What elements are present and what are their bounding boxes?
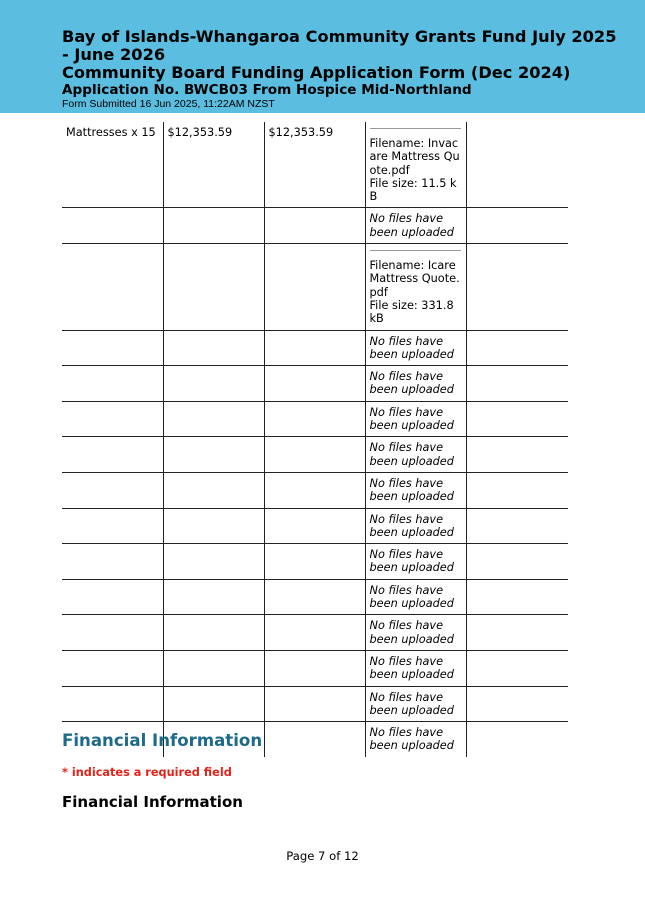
cell-cost [163, 472, 264, 508]
cell-cost [163, 330, 264, 366]
subsection-title: Financial Information [62, 793, 243, 811]
attachment-divider [370, 250, 461, 251]
page-header [0, 0, 645, 113]
no-files-message: No files have been uploaded [365, 686, 466, 722]
cell-blank [466, 472, 568, 508]
cell-amount [264, 366, 365, 402]
table-row [62, 366, 568, 402]
cell-item [62, 208, 163, 244]
cell-amount [264, 722, 365, 757]
table-row [62, 244, 568, 330]
cell-cost [163, 401, 264, 437]
cell-item [62, 401, 163, 437]
cell-amount [264, 208, 365, 244]
table-row [62, 544, 568, 580]
cell-cost [163, 508, 264, 544]
cell-attachment [365, 122, 466, 208]
table-row [62, 615, 568, 651]
cell-cost [163, 579, 264, 615]
required-field-note: * indicates a required field [62, 766, 232, 779]
cell-amount [264, 330, 365, 366]
cell-item [62, 650, 163, 686]
no-files-message: No files have been uploaded [365, 437, 466, 473]
table-row [62, 122, 568, 208]
cell-item [62, 472, 163, 508]
cell-item [62, 437, 163, 473]
cell-item [62, 686, 163, 722]
cell-attachment [365, 244, 466, 330]
cell-blank [466, 579, 568, 615]
cell-cost [163, 437, 264, 473]
no-files-message: No files have been uploaded [365, 208, 466, 244]
table-row [62, 208, 568, 244]
page-number: Page 7 of 12 [286, 849, 359, 863]
table-row [62, 401, 568, 437]
attachment-filesize: File size: 331.8 kB [369, 298, 454, 326]
no-files-message: No files have been uploaded [365, 722, 466, 757]
attachment-filename[interactable]: Filename: Icare Mattress Quote.pdf [369, 259, 460, 299]
cell-amount [264, 401, 365, 437]
cell-amount [264, 650, 365, 686]
table-row [62, 508, 568, 544]
fund-title: Bay of Islands-Whangaroa Community Grants Fund July 2025 - June 2026 [62, 27, 617, 64]
cell-blank [466, 615, 568, 651]
no-files-message: No files have been uploaded [365, 615, 466, 651]
table-row [62, 330, 568, 366]
cell-blank [466, 437, 568, 473]
table-row [62, 437, 568, 473]
no-files-message: No files have been uploaded [365, 366, 466, 402]
cell-cost [163, 366, 264, 402]
cell-blank [466, 244, 568, 330]
table-row [62, 650, 568, 686]
no-files-message: No files have been uploaded [365, 401, 466, 437]
cell-cost [163, 650, 264, 686]
cell-item [62, 544, 163, 580]
cell-amount: $12,353.59 [264, 122, 365, 208]
cell-amount [264, 508, 365, 544]
cell-cost [163, 615, 264, 651]
cell-item [62, 615, 163, 651]
no-files-message: No files have been uploaded [365, 472, 466, 508]
cell-blank [466, 722, 568, 757]
cell-amount [264, 579, 365, 615]
cell-blank [466, 366, 568, 402]
cell-amount [264, 615, 365, 651]
cell-cost [163, 686, 264, 722]
cell-blank [466, 208, 568, 244]
cell-blank [466, 401, 568, 437]
cell-amount [264, 244, 365, 330]
cell-item [62, 366, 163, 402]
budget-items-table [62, 122, 568, 757]
submission-timestamp: Form Submitted 16 Jun 2025, 11:22AM NZST [62, 98, 275, 110]
attachment-filename[interactable]: Filename: Invacare Mattress Quote.pdf [369, 137, 460, 177]
cell-item [62, 508, 163, 544]
cell-cost: $12,353.59 [163, 122, 264, 208]
no-files-message: No files have been uploaded [365, 579, 466, 615]
attachment-divider [370, 128, 461, 129]
application-number: Application No. BWCB03 From Hospice Mid-Northland [62, 82, 472, 98]
cell-blank [466, 650, 568, 686]
table-row [62, 472, 568, 508]
no-files-message: No files have been uploaded [365, 650, 466, 686]
table-row [62, 686, 568, 722]
cell-amount [264, 472, 365, 508]
cell-cost [163, 208, 264, 244]
no-files-message: No files have been uploaded [365, 508, 466, 544]
cell-blank [466, 544, 568, 580]
cell-cost [163, 544, 264, 580]
cell-blank [466, 686, 568, 722]
section-title: Financial Information [62, 731, 263, 750]
no-files-message: No files have been uploaded [365, 330, 466, 366]
cell-blank [466, 122, 568, 208]
cell-item [62, 244, 163, 330]
cell-item [62, 579, 163, 615]
no-files-message: No files have been uploaded [365, 544, 466, 580]
cell-item [62, 330, 163, 366]
cell-amount [264, 544, 365, 580]
cell-item: Mattresses x 15 [62, 122, 163, 208]
cell-blank [466, 330, 568, 366]
cell-amount [264, 686, 365, 722]
cell-amount [264, 437, 365, 473]
cell-blank [466, 508, 568, 544]
attachment-filesize: File size: 11.5 kB [369, 176, 457, 204]
table-row [62, 579, 568, 615]
form-title: Community Board Funding Application Form (Dec 2024) [62, 63, 571, 82]
cell-cost [163, 244, 264, 330]
